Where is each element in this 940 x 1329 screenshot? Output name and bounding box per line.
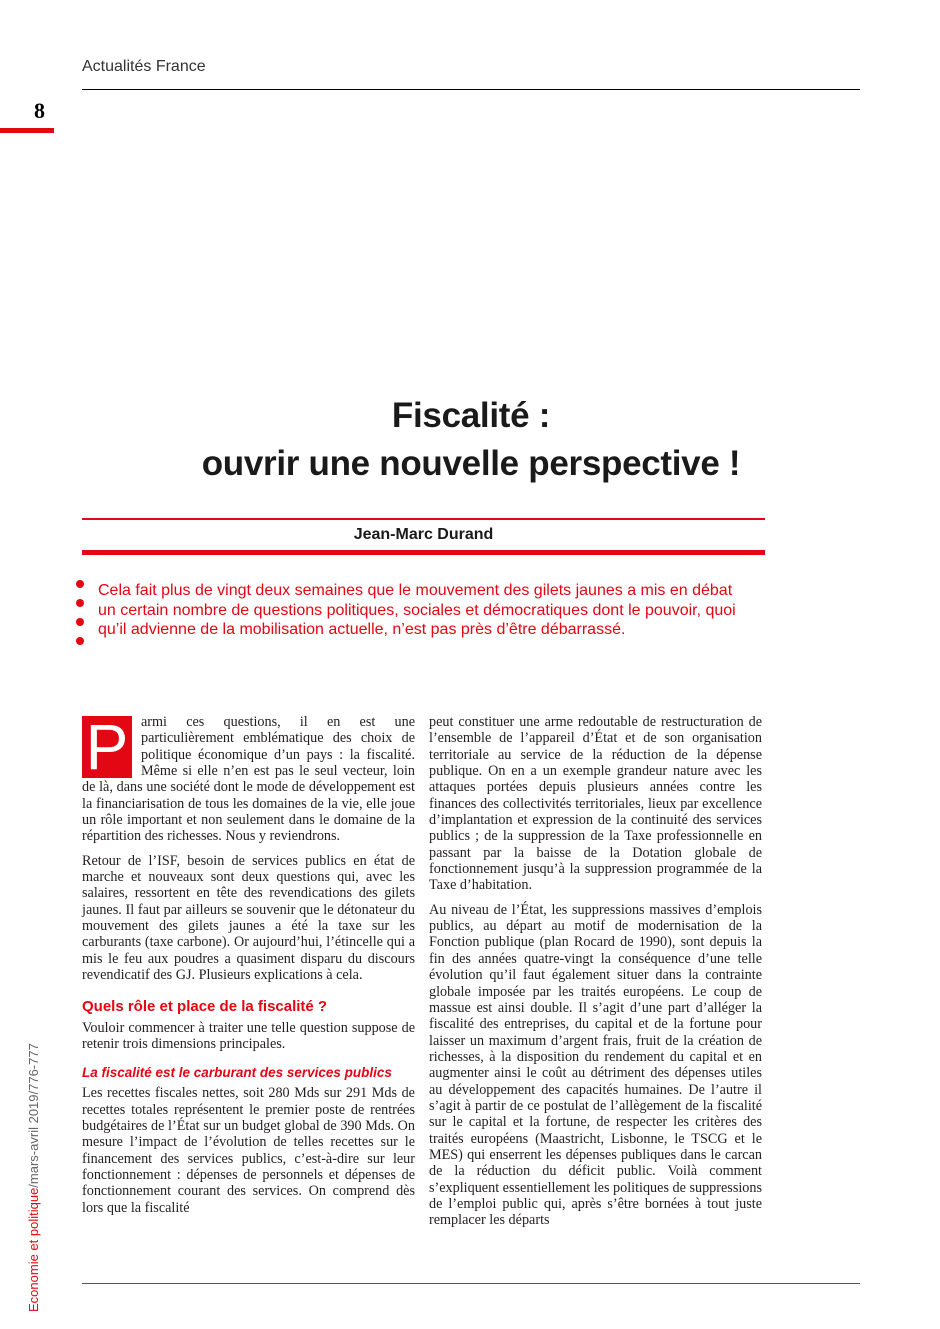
drop-cap: P [82, 716, 132, 778]
bullet-dot-icon [76, 580, 84, 588]
paragraph-1 [82, 711, 415, 845]
subsection-heading: La fiscalité est le carburant des services publics [82, 1065, 392, 1081]
paragraph-3: Vouloir commencer à traiter une telle question suppose de retenir trois dimensions principales. [82, 1019, 415, 1052]
chapeau-bullets [76, 580, 86, 656]
header-rule [82, 89, 860, 90]
article-title [82, 392, 860, 488]
article-column-left [82, 711, 415, 1224]
article-title-line2: ouvrir une nouvelle perspective ! [201, 444, 741, 483]
paragraph-5: peut constituer une arme redoutable de restructuration de l’ensemble de l’appareil d’État et de son organisation territoriale au service de la réduction de la dépense publique. On en a un exemple grandeur nature avec les attaques portées depuis plusieurs années contre les finances des collectivités territoriales, lieux par excellence d’implantation et expression de la continuité des services publics ; de la suppression de la Taxe professionnelle en passant par la baisse de la Dotation globale de fonctionnement jusqu’à la suppression programmée de la Taxe d’habitation. [429, 714, 762, 894]
author-rule-bottom [82, 550, 765, 555]
paragraph-4: Les recettes fiscales nettes, soit 280 Mds sur 291 Mds de recettes totales représentent le premier poste de rentrées budgétaires de l’État sur un budget global de 390 Mds. On mesure l’impact de l’évolution de telles recettes sur le financement des services publics, c’est-à-dire sur leur fonctionnement : dépenses de personnels et dépenses de fonctionnement courant des services. On comprend dès lors que la fiscalité [82, 1085, 415, 1216]
page-number: 8 [34, 98, 45, 123]
paragraph-6: Au niveau de l’État, les suppressions massives d’emplois publics, au départ au motif de modernisation de la Fonction publique (plan Rocard de 1990), sont depuis la fin des années quatre-vingt la conséquence d’une telle évolution qu’il faut également situer dans la contrainte globale imposée par les traités européens. Le coup de massue est ainsi double. Il s’agit d’une part d’alléger la fiscalité des entreprises, du capital et de la fortune pour laisser un maximum d’argent frais, fruit de la création de richesses, à la disposition du rendement du capital et en augmenter ainsi le coût au détriment des dépenses utiles au développement des capacités humaines. De l’autre il s’agit à partir de ce postulat de l’allègement de la fiscalité sur le capital et la fortune, de respecter les critères des traités européens (Maastricht, Lisbonne, le TSCG et le MES) qui enserrent les dépenses publiques dans le carcan de la réduction du déficit public. Voilà comment s’expliquent essentiellement les politiques de suppressions de l’emploi public qui, après s’être bornées à tout juste remplacer les départs [429, 901, 762, 1229]
running-head-section: Actualités France [82, 58, 206, 75]
magazine-side-label [26, 1043, 41, 1312]
section-heading: Quels rôle et place de la fiscalité ? [82, 997, 328, 1015]
bullet-dot-icon [76, 618, 84, 626]
page-number-bar [0, 128, 54, 133]
paragraph-2: Retour de l’ISF, besoin de services publics en état de marche et nouveaux sont deux questions qui, avec les salaires, ressortent en tête des revendications des gilets jaunes. Il faut par ailleurs se souvenir que le détonateur du mouvement des gilets jaunes a été la taxe sur les carburants (taxe carbone). Or aujourd’hui, l’étincelle qui a mis le feu aux poudres a quasiment disparu du discours revendicatif des GJ. Plusieurs explications à cela. [82, 852, 415, 984]
magazine-issue: /mars-avril 2019/776-777 [26, 1043, 41, 1188]
footer-rule [82, 1283, 860, 1284]
article-chapeau: Cela fait plus de vingt deux semaines que le mouvement des gilets jaunes a mis en débat un certain nombre de questions politiques, sociales et démocratiques dont le pouvoir, quoi qu’il advienne de la mobilisation actuelle, n’est pas près d’être débarrassé. [98, 582, 736, 638]
article-title-line1: Fiscalité : [391, 396, 551, 435]
magazine-name: Economie et politique [26, 1187, 41, 1312]
article-author: Jean-Marc Durand [353, 526, 494, 543]
bullet-dot-icon [76, 599, 84, 607]
bullet-dot-icon [76, 637, 84, 645]
paragraph-1-text: armi ces questions, il en est une particulièrement emblématique des choix de politique économique d’un pays : la fiscalité. Même si elle n’en est pas le seul vecteur, loin de là, dans une société dont le mode de développement est la financiarisation de tous les domaines de la vie, elle joue un rôle important et non seulement dans le domaine de la répartition des richesses. Nous y reviendrons. [82, 714, 415, 845]
article-column-right [429, 714, 762, 1237]
author-rule-top [82, 518, 765, 520]
